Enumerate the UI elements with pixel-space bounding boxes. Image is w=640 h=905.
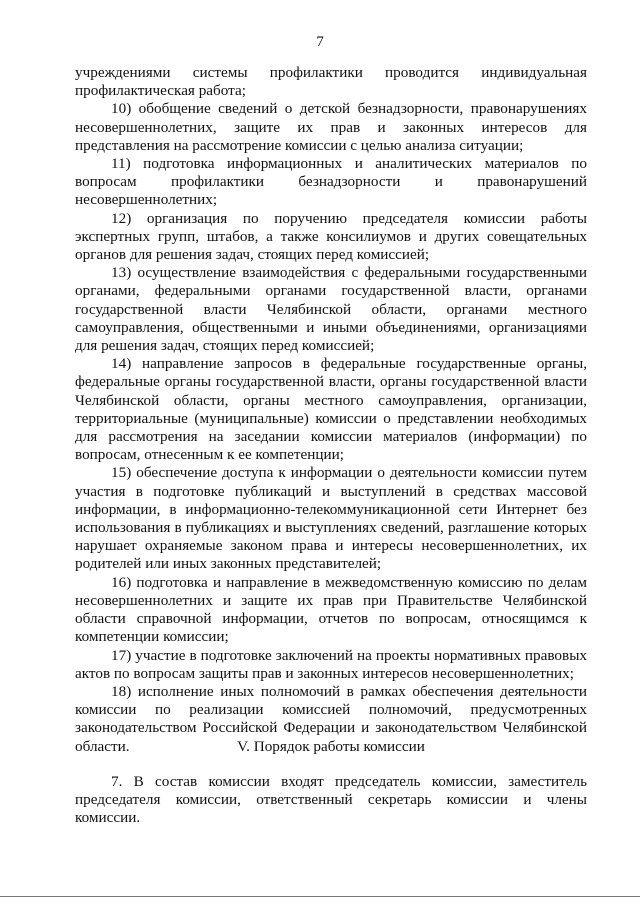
- paragraph-item-12: 12) организация по поручению председателя комиссии работы экспертных групп, штабов, а также консилиумов и других совещательных органов для решения задач, стоящих перед комиссией;: [75, 209, 587, 264]
- paragraph-item-10: 10) обобщение сведений о детской безнадзорности, правонарушениях несовершеннолетних, защите их прав и законных интересов для представления на рассмотрение комиссии с целью анализа ситуации;: [75, 100, 587, 154]
- paragraph-item-14: 14) направление запросов в федеральные государственные органы, федеральные органы государственной власти, органы государственной власти Челябинской области, органы местного самоуправления, организации, территориальные (муниципальные) комиссии о представлении необходимых для рассмотрения на заседании комиссии материалов (информации) по вопросам, отнесенным к ее компетенции;: [75, 355, 587, 464]
- paragraph-item-17: 17) участие в подготовке заключений на проекты нормативных правовых актов по вопросам защиты прав и законных интересов несовершеннолетних;: [75, 646, 587, 682]
- paragraph-item-18: 18) исполнение иных полномочий в рамках обеспечения деятельности комиссии по реализации комиссией полномочий, предусмотренных законодательством Российской Федерации и законодательством Челябинской области.: [75, 682, 587, 755]
- paragraph-item-11: 11) подготовка информационных и аналитических материалов по вопросам профилактики безнадзорности и правонарушений несовершеннолетних;: [75, 155, 587, 209]
- paragraph-continuation: учреждениями системы профилактики проводится индивидуальная профилактическая работа;: [75, 64, 587, 100]
- paragraph-item-7: 7. В состав комиссии входят председатель комиссии, заместитель председателя комиссии, ответственный секретарь комиссии и члены комиссии.: [75, 773, 587, 827]
- paragraph-item-13: 13) осуществление взаимодействия с федеральными государственными органами, федеральными органами государственной власти, органами государственной власти Челябинской области, органами местного самоуправления, общественными и иными объединениями, организациями для решения задач, стоящих перед комиссией;: [75, 264, 587, 355]
- paragraph-item-16: 16) подготовка и направление в межведомственную комиссию по делам несовершеннолетних и защите их прав при Правительстве Челябинской области справочной информации, отчетов по вопросам, относящимся к компетенции комиссии;: [75, 573, 587, 646]
- body-text: [75, 64, 587, 756]
- section-heading: V. Порядок работы комиссии: [237, 738, 425, 755]
- paragraph-item-15: 15) обеспечение доступа к информации о деятельности комиссии путем участия в подготовке публикаций и выступлений в средствах массовой информации, в информационно-телекоммуникационной сети Интернет без использования в публикациях и выступлениях сведений, разглашение которых нарушает охраняемые законом права и интересы несовершеннолетних, их родителей или иных законных представителей;: [75, 464, 587, 573]
- footer-rule: [0, 896, 640, 897]
- closing-text: [75, 773, 587, 828]
- page-number: 7: [316, 33, 324, 50]
